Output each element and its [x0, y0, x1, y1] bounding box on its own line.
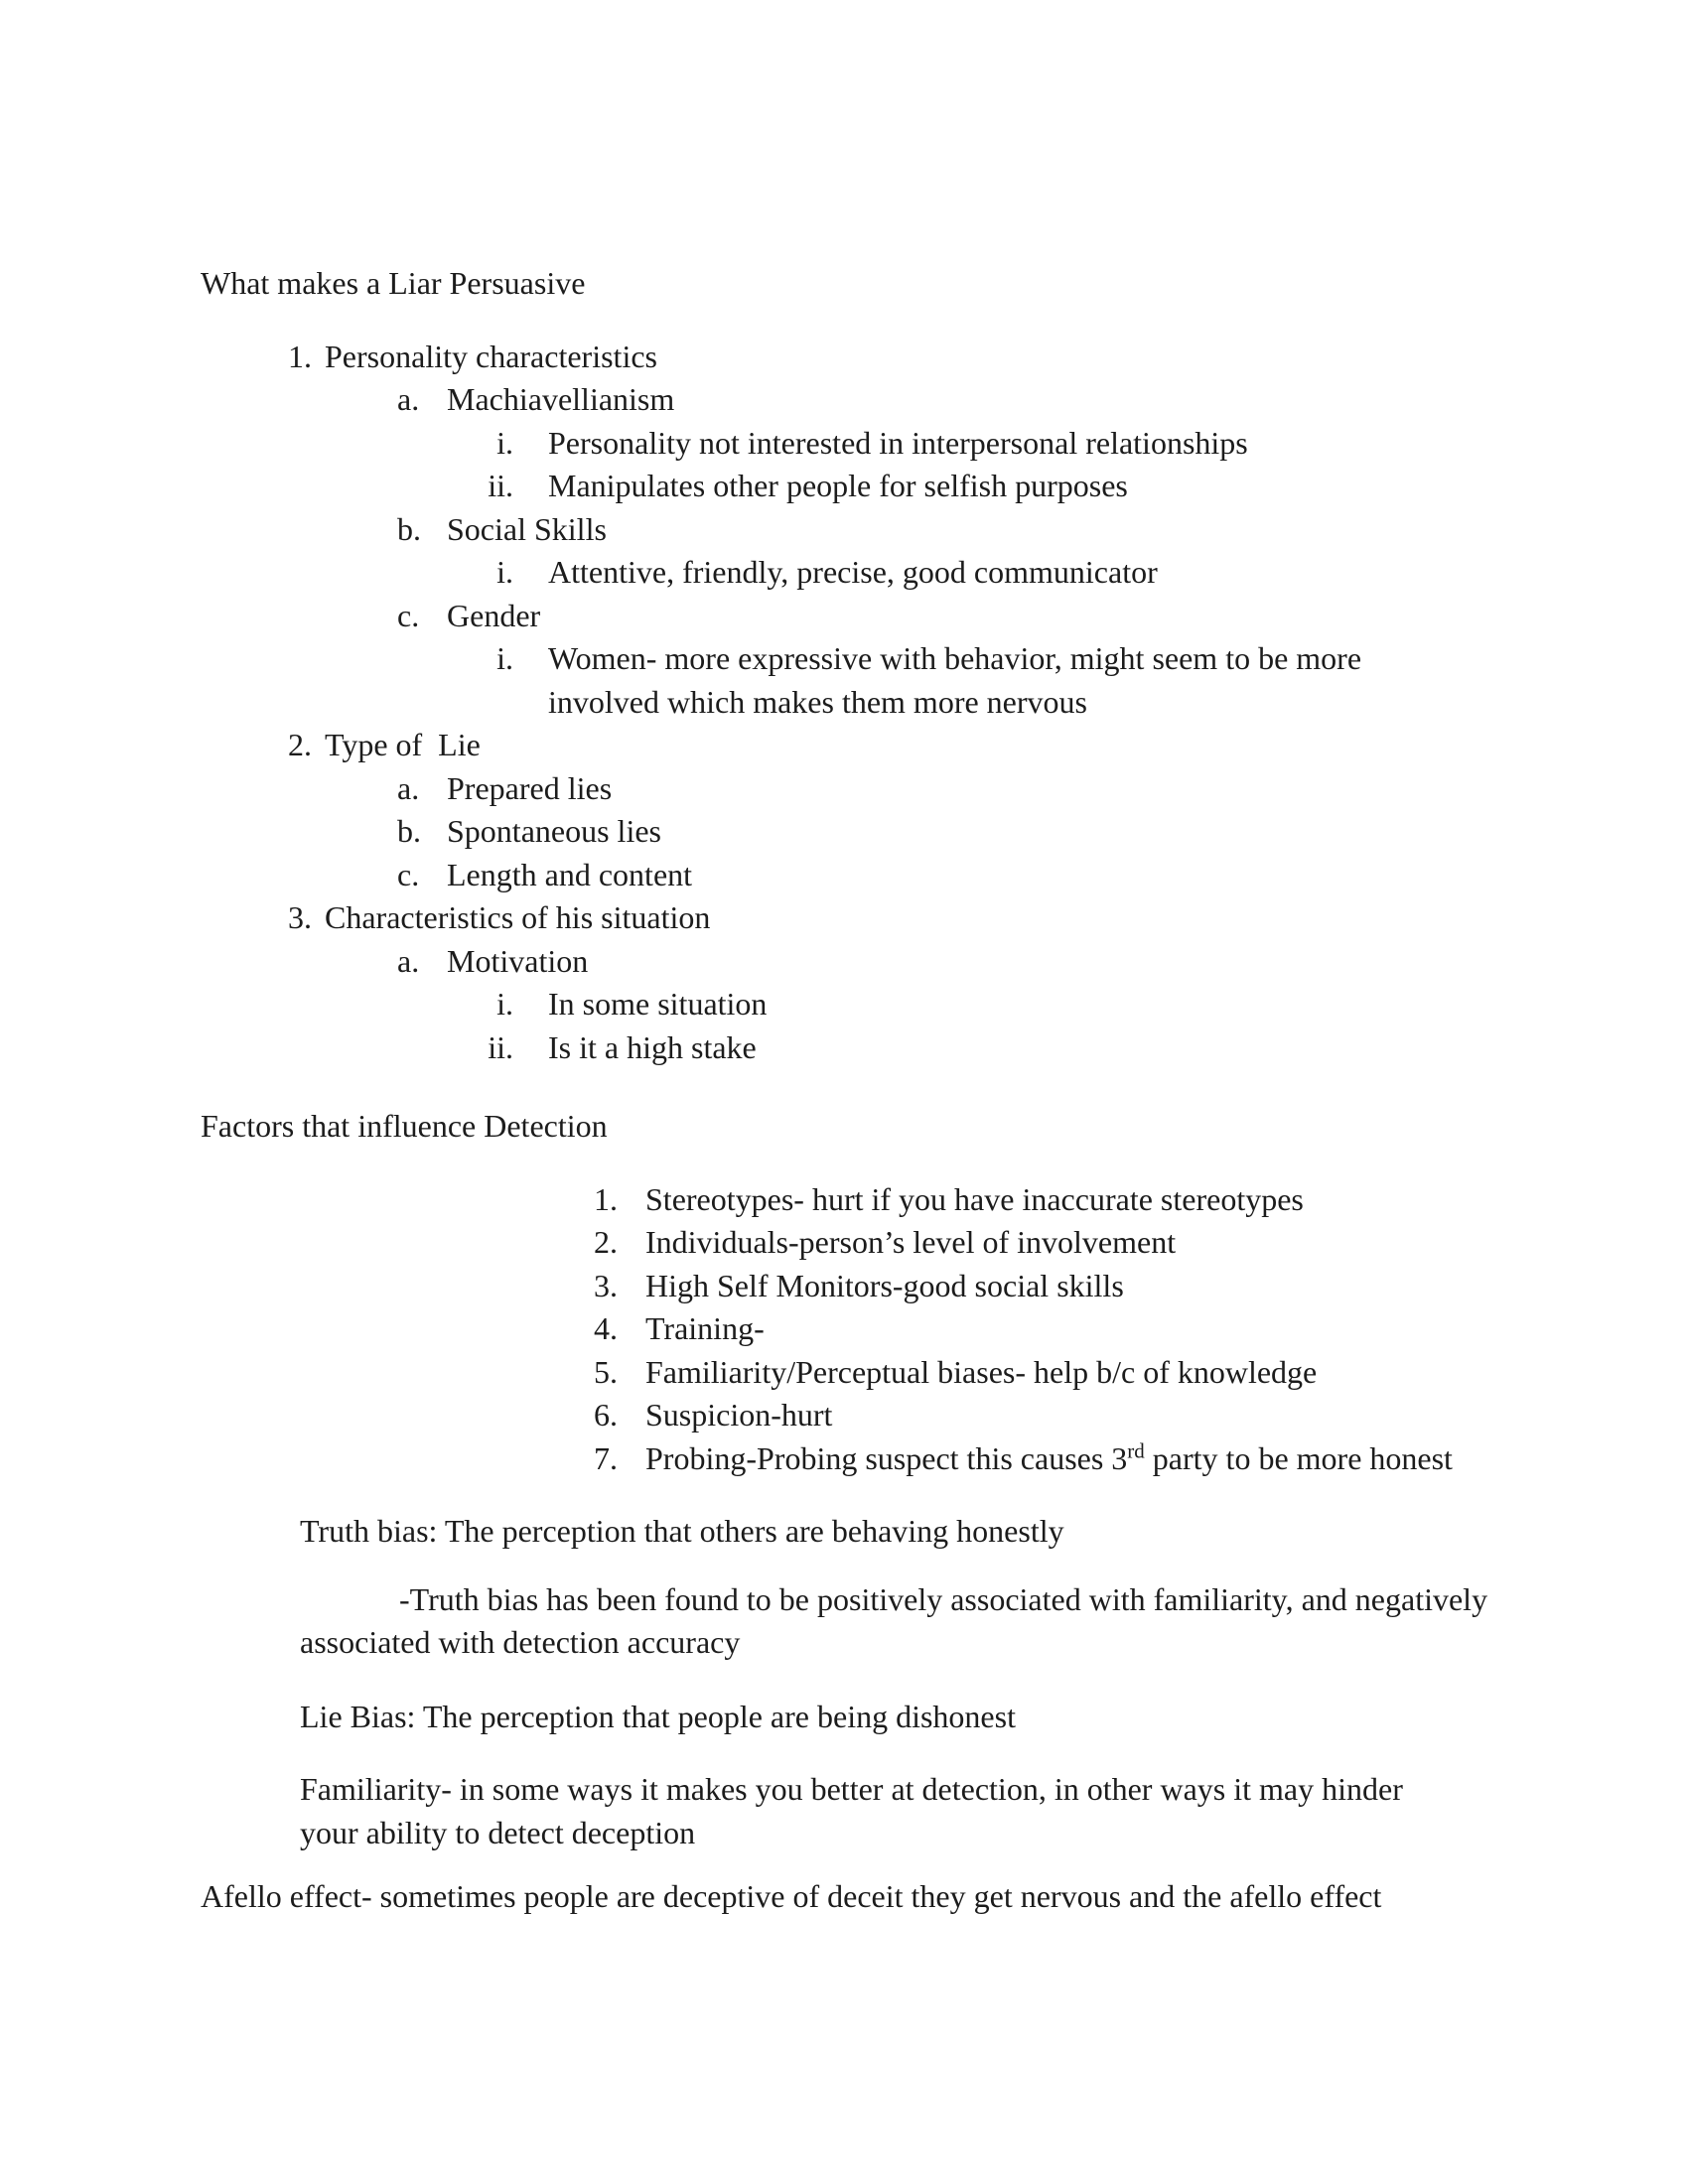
list-marker: 6.: [594, 1397, 618, 1433]
list-marker: 7.: [594, 1439, 618, 1476]
list-item-text: Training-: [645, 1310, 765, 1346]
list-item-text: Suspicion-hurt: [645, 1397, 833, 1433]
superscript-ordinal: rd: [1127, 1437, 1145, 1462]
list-item-text: Spontaneous lies: [447, 813, 661, 849]
list-marker: 5.: [594, 1353, 618, 1390]
list-marker: i.: [496, 986, 513, 1022]
list-marker: i.: [496, 640, 513, 676]
list-marker: 3.: [594, 1267, 618, 1303]
list-item-text: Is it a high stake: [548, 1028, 757, 1065]
factors-item: [201, 1394, 1531, 1437]
list-marker: ii.: [488, 468, 513, 503]
list-item-text: Women- more expressive with behavior, might seem to be more involved which makes them more nervous: [548, 640, 1370, 720]
outline-item: [201, 378, 1531, 422]
outline-item: [201, 336, 1531, 379]
outline-item: [201, 724, 1531, 767]
list-item-text: Length and content: [447, 856, 693, 892]
list-item-text-before-sup: Probing-Probing suspect this causes 3: [645, 1439, 1128, 1476]
list-item-text: [645, 1437, 1453, 1481]
list-item-text: Social Skills: [447, 510, 607, 547]
outline-item: [201, 1026, 1531, 1070]
list-marker: c.: [397, 597, 420, 633]
factors-item: [201, 1351, 1531, 1395]
list-marker: 3.: [288, 899, 312, 935]
list-marker: 4.: [594, 1310, 618, 1346]
outline-item: [201, 896, 1531, 940]
paragraph-truth-bias-note: -Truth bias has been found to be positively associated with familiarity, and negatively associated with detection accuracy: [300, 1580, 1496, 1660]
list-marker: 2.: [594, 1224, 618, 1260]
outline-item: [201, 508, 1531, 552]
list-marker: 1.: [288, 338, 312, 374]
outline-item: [201, 465, 1531, 508]
factors-item: [201, 1221, 1531, 1265]
paragraph-truth-bias: Truth bias: The perception that others are behaving honestly: [300, 1513, 1064, 1549]
list-marker: c.: [397, 856, 420, 892]
list-item-text: Motivation: [447, 942, 589, 979]
section-heading-factors: Factors that influence Detection: [201, 1108, 608, 1144]
paragraph-afello-effect: Afello effect- sometimes people are deceptive of deceit they get nervous and the afello effect: [201, 1878, 1382, 1914]
factors-item: [201, 1307, 1531, 1351]
list-item-text: Attentive, friendly, precise, good communicator: [548, 554, 1158, 590]
list-item-text: Gender: [447, 597, 541, 633]
outline-item: [201, 422, 1531, 466]
outline-item: [201, 940, 1531, 984]
page-title: What makes a Liar Persuasive: [201, 265, 586, 301]
factors-item: [201, 1265, 1531, 1308]
list-item-text-after-sup: party to be more honest: [1144, 1439, 1453, 1476]
outline-item: [201, 551, 1531, 595]
list-marker: i.: [496, 554, 513, 590]
list-marker: ii.: [488, 1028, 513, 1065]
outline-item: [201, 854, 1531, 897]
factors-item: [201, 1178, 1531, 1222]
paragraph-familiarity: Familiarity- in some ways it makes you better at detection, in other ways it may hinder your ability to detect deception: [300, 1771, 1411, 1850]
outline-item: [201, 595, 1531, 638]
list-item-text: Manipulates other people for selfish purposes: [548, 468, 1128, 503]
paragraph-lie-bias: Lie Bias: The perception that people are being dishonest: [300, 1698, 1016, 1734]
outline-item: [201, 637, 1531, 724]
outline-item: [201, 767, 1531, 811]
factors-item: [201, 1437, 1531, 1481]
outline-item: [201, 983, 1531, 1026]
list-item-text: Type of Lie: [325, 727, 481, 762]
list-marker: b.: [397, 813, 421, 849]
list-item-text: High Self Monitors-good social skills: [645, 1267, 1124, 1303]
factors-list: [201, 1178, 1531, 1481]
outline-list: [201, 336, 1531, 1070]
list-item-text: Machiavellianism: [447, 381, 675, 417]
list-marker: b.: [397, 510, 421, 547]
list-item-text: Familiarity/Perceptual biases- help b/c of knowledge: [645, 1353, 1318, 1390]
list-item-text: In some situation: [548, 986, 768, 1022]
outline-item: [201, 810, 1531, 854]
list-marker: a.: [397, 381, 420, 417]
list-item-text: Stereotypes- hurt if you have inaccurate stereotypes: [645, 1180, 1304, 1217]
list-item-text: Individuals-person’s level of involvement: [645, 1224, 1177, 1260]
list-item-text: Personality not interested in interpersonal relationships: [548, 424, 1248, 461]
document-content: [201, 0, 1531, 1919]
list-marker: i.: [496, 424, 513, 461]
list-marker: a.: [397, 942, 420, 979]
list-item-text: Prepared lies: [447, 769, 613, 806]
list-item-text: Personality characteristics: [325, 338, 657, 374]
list-marker: 2.: [288, 727, 312, 762]
list-item-text: Characteristics of his situation: [325, 899, 711, 935]
list-marker: a.: [397, 769, 420, 806]
list-marker: 1.: [594, 1180, 618, 1217]
